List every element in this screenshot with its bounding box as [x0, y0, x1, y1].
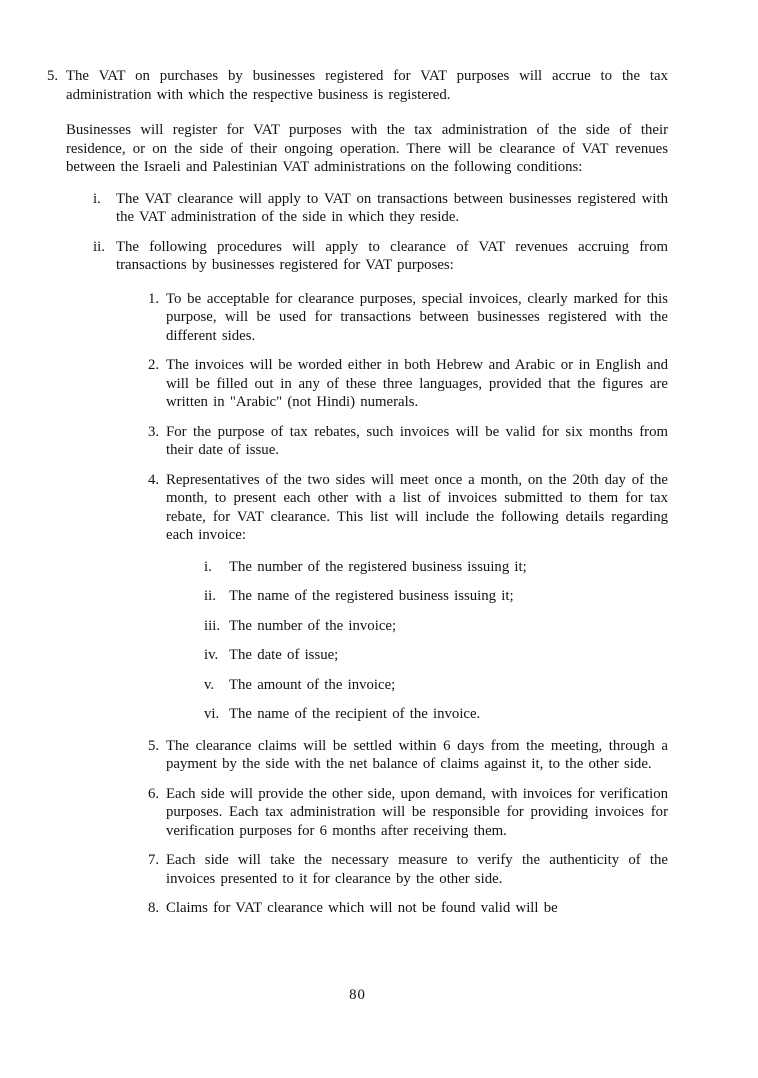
- procedure-6-marker: 6.: [148, 785, 160, 802]
- invoice-detail-iv-marker: iv.: [204, 647, 219, 663]
- procedure-4-marker: 4.: [148, 471, 160, 488]
- procedure-7: [148, 851, 668, 888]
- invoice-detail-ii: [204, 587, 668, 606]
- procedure-3-text: For the purpose of tax rebates, such invoices will be valid for six months from their date of issue.: [166, 423, 668, 458]
- condition-ii: [93, 238, 668, 275]
- invoice-detail-iv-text: The date of issue;: [229, 647, 339, 663]
- procedure-6-text: Each side will provide the other side, upon demand, with invoices for verification purposes. Each tax administration will be responsible for providing invoices for verification purposes for 6 months after receiving them.: [166, 785, 668, 839]
- procedure-4-text: Representatives of the two sides will meet once a month, on the 20th day of the month, to present each other with a list of invoices submitted to them for tax rebate, for VAT clearance. This list will include the following details regarding each invoice:: [166, 471, 668, 543]
- invoice-detail-v-text: The amount of the invoice;: [229, 676, 396, 693]
- clause-5-paragraph-2: Businesses will register for VAT purposes with the tax administration of the side of their residence, or on the side of their ongoing operation. There will be clearance of VAT revenues between the Israeli and Palestinian VAT administrations on the following conditions:: [66, 122, 668, 175]
- invoice-detail-v: [204, 676, 668, 695]
- invoice-detail-i-marker: i.: [204, 558, 212, 575]
- invoice-detail-v-marker: v.: [204, 676, 215, 693]
- procedure-4: [148, 471, 668, 545]
- condition-i-text: The VAT clearance will apply to VAT on transactions between businesses registered with the VAT administration of the side in which they reside.: [116, 190, 668, 225]
- procedure-8-text: Claims for VAT clearance which will not be found valid will be: [166, 900, 558, 916]
- procedure-2-marker: 2.: [148, 357, 160, 373]
- invoice-detail-iii: [204, 617, 668, 636]
- clause-5-text: The VAT on purchases by businesses registered for VAT purposes will accrue to the tax administration with which the respective business is registered.: [66, 68, 668, 103]
- procedure-2-text: The invoices will be worded either in both Hebrew and Arabic or in English and will be filled out in any of these three languages, provided that the figures are written in "Arabic" (not Hindi) numerals.: [166, 357, 668, 410]
- procedure-3-marker: 3.: [148, 423, 160, 440]
- invoice-detail-iii-marker: iii.: [204, 617, 221, 634]
- procedure-5-marker: 5.: [148, 737, 160, 754]
- invoice-detail-vi-marker: vi.: [204, 706, 220, 722]
- clause-5-marker: 5.: [47, 68, 59, 84]
- condition-ii-marker: ii.: [93, 238, 105, 255]
- procedure-8: [148, 899, 668, 918]
- procedure-1-marker: 1.: [148, 290, 160, 307]
- procedure-7-marker: 7.: [148, 852, 160, 868]
- invoice-detail-i: [204, 558, 668, 577]
- invoice-detail-i-text: The number of the registered business issuing it;: [229, 558, 527, 575]
- invoice-detail-vi: [204, 705, 668, 724]
- invoice-detail-ii-marker: ii.: [204, 588, 216, 604]
- clause-5: [47, 67, 668, 104]
- page-number: 80: [349, 987, 366, 1003]
- condition-i-marker: i.: [93, 190, 101, 207]
- procedure-5-text: The clearance claims will be settled within 6 days from the meeting, through a payment by the side with the net balance of claims against it, to the other side.: [166, 737, 668, 772]
- invoice-detail-iii-text: The number of the invoice;: [229, 617, 397, 634]
- condition-ii-text: The following procedures will apply to clearance of VAT revenues accruing from transactions by businesses registered for VAT purposes:: [116, 238, 668, 273]
- procedure-8-marker: 8.: [148, 900, 160, 916]
- procedure-2: [148, 356, 668, 412]
- procedure-7-text: Each side will take the necessary measure to verify the authenticity of the invoices presented to it for clearance by the other side.: [166, 852, 668, 887]
- procedure-1: [148, 290, 668, 346]
- procedure-1-text: To be acceptable for clearance purposes, special invoices, clearly marked for this purpose, will be used for transactions between businesses registered with the different sides.: [166, 290, 668, 344]
- condition-i: [93, 190, 668, 227]
- procedure-6: [148, 785, 668, 841]
- procedure-3: [148, 423, 668, 460]
- procedure-5: [148, 737, 668, 774]
- invoice-detail-iv: [204, 646, 668, 665]
- invoice-detail-ii-text: The name of the registered business issuing it;: [229, 588, 514, 604]
- invoice-detail-vi-text: The name of the recipient of the invoice.: [229, 706, 481, 722]
